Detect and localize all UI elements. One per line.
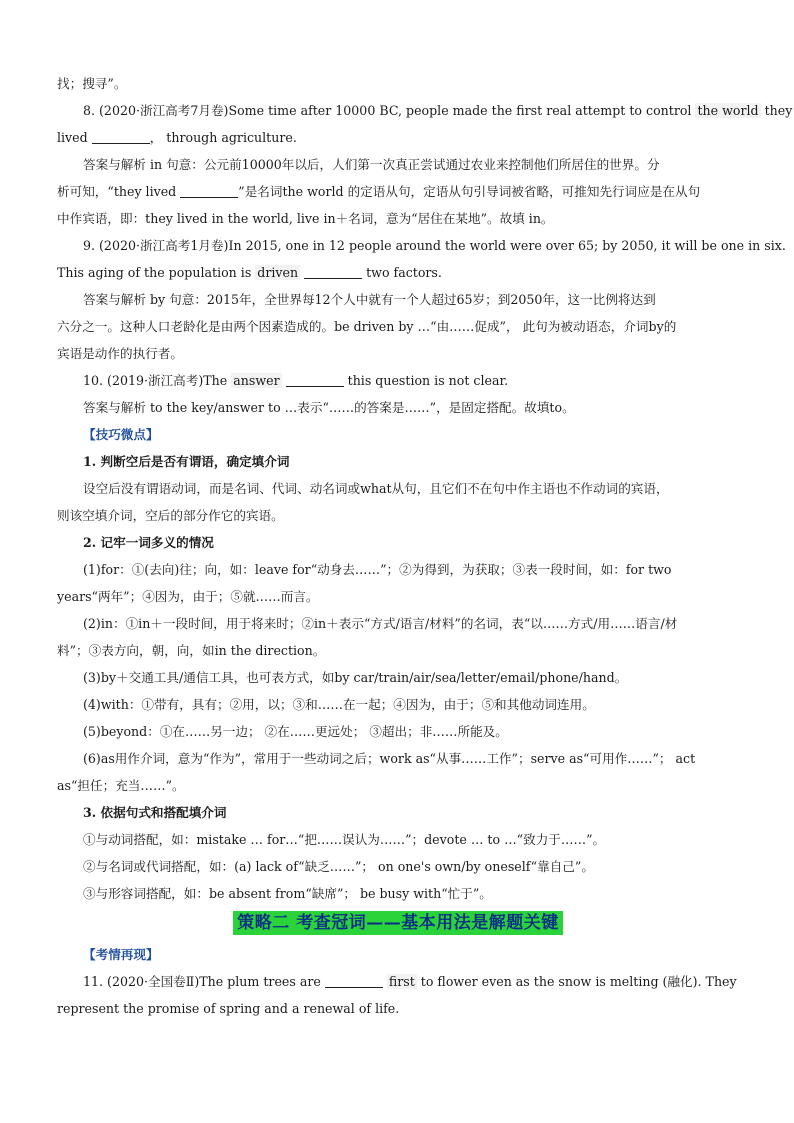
- answer-blank: [325, 973, 383, 988]
- highlighted-word: the world: [697, 103, 759, 118]
- highlighted-word: answer: [233, 373, 280, 388]
- item-as-line-2: as“担任；充当……”。: [57, 778, 185, 793]
- section-1-line-1: 设空后没有谓语动词，而是名词、代词、动名词或what从句，且它们不在句中作主语也不作动词的宾语，: [83, 481, 669, 496]
- collocation-adjective: ③与形容词搭配，如：be absent from“缺席”； be busy with“忙于”。: [83, 886, 492, 901]
- item-by: (3)by＋交通工具/通信工具，也可表方式，如by car/train/air/sea/letter/email/phone/hand。: [83, 670, 628, 685]
- answer-8-line-1: 答案与解析 in 句意：公元前10000年以后，人们第一次真正尝试通过农业来控制他们所居住的世界。分: [83, 157, 660, 172]
- item-beyond: (5)beyond：①在……另一边； ②在……更远处； ③超出；非……所能及。: [83, 724, 508, 739]
- item-in-line-2: 料”；③表方向，朝，向，如in the direction。: [57, 643, 326, 658]
- highlighted-word: driven: [257, 265, 299, 280]
- strategy-banner: 策略二 考查冠词——基本用法是解题关键: [233, 911, 562, 935]
- answer-blank: [286, 372, 344, 387]
- answer-8-line-2: 析可知，“they lived ”是名词the world 的定语从句，定语从句引导词被省略，可推知先行词应是在从句: [57, 184, 701, 199]
- question-9-line-1: 9. (2020·浙江高考1月卷)In 2015, one in 12 people around the world were over 65; by 2050, it will be one in six.: [83, 238, 786, 253]
- answer-8-line-3: 中作宾语，即：they lived in the world, live in＋名词，意为“居住在某地”。故填 in。: [57, 211, 554, 226]
- section-2-title: 2. 记牢一词多义的情况: [83, 535, 214, 550]
- collocation-verb: ①与动词搭配，如：mistake … for…“把……误认为……”；devote … to …“致力于……”。: [83, 832, 606, 847]
- tip-header: 【技巧微点】: [83, 427, 159, 442]
- question-8-line-2: lived ， through agriculture.: [57, 130, 297, 145]
- answer-9-line-1: 答案与解析 by 句意：2015年，全世界每12个人中就有一个人超过65岁；到2050年，这一比例将达到: [83, 292, 656, 307]
- item-for-line-1: (1)for：①(去向)往；向，如：leave for“动身去……”；②为得到，为获取；③表一段时间，如：for two: [83, 562, 672, 577]
- answer-9-line-2: 六分之一。这种人口老龄化是由两个因素造成的。be driven by …“由……促成”， 此句为被动语态，介词by的: [57, 319, 677, 334]
- item-as-line-1: (6)as用作介词，意为“作为”，常用于一些动词之后；work as“从事……工作”；serve as“可用作……”； act: [83, 751, 696, 766]
- answer-9-line-3: 宾语是动作的执行者。: [57, 346, 183, 361]
- section-1-title: 1. 判断空后是否有谓语，确定填介词: [83, 454, 290, 469]
- exam-header: 【考情再现】: [83, 947, 159, 962]
- question-11-line-1: 11. (2020·全国卷Ⅱ)The plum trees are first to flower even as the snow is melting (融化). They: [83, 974, 737, 989]
- item-in-line-1: (2)in：①in＋一段时间，用于将来时；②in＋表示“方式/语言/材料”的名词，表“以……方式/用……语言/材: [83, 616, 678, 631]
- question-8-line-1: 8. (2020·浙江高考7月卷)Some time after 10000 BC, people made the first real attempt to control the world they: [83, 103, 793, 118]
- collocation-noun: ②与名词或代词搭配，如：(a) lack of“缺乏……”； on one's own/by oneself“靠自己”。: [83, 859, 594, 874]
- text-line: 找；搜寻”。: [57, 76, 127, 91]
- item-for-line-2: years“两年”；④因为，由于；⑤就……而言。: [57, 589, 319, 604]
- answer-10: 答案与解析 to the key/answer to …表示“……的答案是……”，是固定搭配。故填to。: [83, 400, 575, 415]
- question-9-line-2: This aging of the population is driven two factors.: [57, 265, 442, 280]
- question-10: 10. (2019·浙江高考)The answer this question is not clear.: [83, 373, 509, 388]
- document-page: [57, 70, 793, 1022]
- section-3-title: 3. 依据句式和搭配填介词: [83, 805, 227, 820]
- strategy-banner-row: [57, 907, 739, 941]
- answer-blank: [92, 129, 150, 144]
- answer-blank: [180, 183, 238, 198]
- question-11-line-2: represent the promise of spring and a renewal of life.: [57, 1001, 400, 1016]
- answer-blank: [304, 264, 362, 279]
- section-1-line-2: 则该空填介词，空后的部分作它的宾语。: [57, 508, 284, 523]
- item-with: (4)with：①带有，具有；②用，以；③和……在一起；④因为，由于；⑤和其他动词连用。: [83, 697, 595, 712]
- highlighted-word: first: [388, 974, 415, 989]
